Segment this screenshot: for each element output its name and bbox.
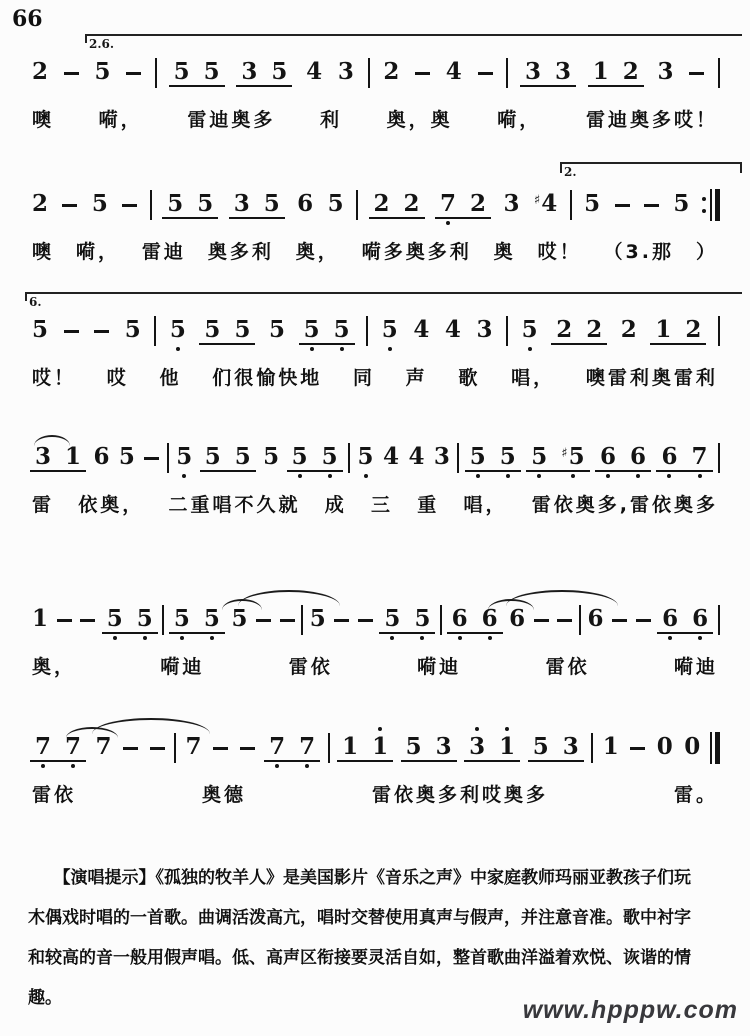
note: 7 <box>33 735 53 758</box>
beamed-note-pair <box>287 442 343 472</box>
note: 5 <box>172 607 192 630</box>
note: 5 <box>202 607 222 630</box>
lyric-group: 奥多利 <box>207 241 274 263</box>
lyric-group: 雷依 <box>288 656 333 678</box>
barline <box>154 316 156 346</box>
beamed-note-pair <box>656 442 712 472</box>
note: 5 <box>673 190 690 217</box>
lyric-group: 雷迪奥多 <box>187 109 276 131</box>
barline <box>718 605 720 635</box>
beamed-note-pair <box>169 604 225 634</box>
note: 5 <box>356 445 376 471</box>
lyric-group: 歌 <box>458 367 481 389</box>
note: 5 <box>269 316 286 343</box>
music-system-1 <box>30 50 720 132</box>
music-system-5 <box>30 597 720 679</box>
low-octave-dot <box>606 474 610 478</box>
note: 2 <box>32 190 49 217</box>
note: 7 <box>63 735 83 758</box>
barline <box>591 733 593 763</box>
volta-bracket-2-6 <box>85 34 742 51</box>
performance-tip <box>28 858 740 1018</box>
notation-line <box>30 597 720 643</box>
low-octave-dot <box>182 474 186 478</box>
lyric-group: 依奥， <box>78 494 145 516</box>
note: 2 <box>620 316 637 343</box>
lyric-group: （3.那 ） <box>603 241 718 263</box>
low-octave-dot <box>698 636 702 640</box>
duration-dash <box>256 619 271 622</box>
duration-dash <box>213 747 228 750</box>
barline <box>579 605 581 635</box>
lyrics-line <box>30 105 720 132</box>
note: 5 <box>405 732 422 760</box>
duration-dash <box>150 747 165 750</box>
low-octave-dot <box>298 474 302 478</box>
beamed-note-pair <box>447 604 503 634</box>
lyric-group: 奥， <box>295 241 340 263</box>
duration-dash <box>612 619 627 622</box>
low-octave-dot <box>340 347 344 351</box>
volta-label: 2.6. <box>89 37 115 51</box>
volta-bracket-2 <box>560 162 742 179</box>
duration-dash <box>615 204 630 207</box>
note: 5 <box>382 607 402 630</box>
beamed-note-pair <box>657 604 713 634</box>
duration-dash <box>280 619 295 622</box>
volta-bracket-6 <box>25 292 742 309</box>
beamed-note-pair <box>30 732 86 762</box>
low-octave-dot <box>668 636 672 640</box>
low-octave-dot <box>537 474 541 478</box>
note: 5 <box>412 607 432 630</box>
note: 3 <box>657 58 674 85</box>
note: 5 <box>520 318 540 344</box>
low-octave-dot <box>488 636 492 640</box>
tip-line: 木偶戏时唱的一首歌。曲调活泼高亢，唱时交替使用真声与假声，并注意音准。歌中衬字 <box>28 908 691 928</box>
lyric-group: 嗬多奥多利 <box>361 241 472 263</box>
barline <box>368 58 370 88</box>
low-octave-dot <box>506 474 510 478</box>
duration-dash <box>64 72 79 75</box>
low-octave-dot <box>446 221 450 225</box>
note: 5 <box>234 442 251 470</box>
note: 6 <box>297 190 314 217</box>
note: 5 <box>32 316 49 343</box>
note: 3 <box>467 735 487 758</box>
duration-dash <box>636 619 651 622</box>
lyric-group: 嗬迪 <box>417 656 462 678</box>
low-octave-dot <box>571 474 575 478</box>
high-octave-dot <box>475 727 479 731</box>
note: 7 <box>95 733 112 760</box>
lyric-group: 奥，奥 <box>386 109 453 131</box>
note: 5 <box>118 443 135 470</box>
note: 5 <box>204 442 221 470</box>
final-barline <box>710 732 720 764</box>
duration-dash <box>644 204 659 207</box>
barline <box>506 316 508 346</box>
duration-dash <box>80 619 95 622</box>
note: 5 <box>167 189 184 217</box>
beamed-note-pair <box>401 732 457 762</box>
note: 6 <box>660 607 680 630</box>
note: 5 <box>271 57 288 85</box>
note: 5 <box>327 190 344 217</box>
lyric-group: 噢 <box>32 109 55 131</box>
note: 5 <box>204 315 221 343</box>
beamed-note-pair <box>102 604 158 634</box>
note: 2 <box>32 58 49 85</box>
sharp-icon: ♯ <box>561 445 568 461</box>
lyric-group: 嗬， <box>497 109 542 131</box>
lyric-group: 奥德 <box>201 784 246 806</box>
duration-dash <box>62 204 77 207</box>
note: 5 <box>231 605 248 632</box>
lyric-group: 雷依 <box>545 656 590 678</box>
note: 4 <box>413 316 430 343</box>
barline <box>301 605 303 635</box>
duration-dash <box>689 72 704 75</box>
volta-label: 6. <box>29 295 42 309</box>
note: 5 <box>302 318 322 341</box>
lyric-group: 雷 <box>32 494 55 516</box>
beamed-note-pair <box>520 57 576 87</box>
barline <box>150 190 152 220</box>
lyric-group: 雷依奥多利哎奥多 <box>371 784 548 806</box>
beamed-note-pair <box>465 442 521 472</box>
note: 2 <box>556 315 573 343</box>
duration-dash <box>94 330 109 333</box>
beamed-note-pair <box>379 604 435 634</box>
note: 5 <box>173 57 190 85</box>
note: 6 <box>480 607 500 630</box>
note: 2 <box>469 189 486 217</box>
low-octave-dot <box>328 474 332 478</box>
beamed-note-pair <box>435 189 491 219</box>
low-octave-dot <box>305 764 309 768</box>
note: 5 <box>203 57 220 85</box>
barline <box>348 443 350 473</box>
lyric-group: 嗬， <box>75 241 120 263</box>
lyric-group: 三 <box>371 494 394 516</box>
barline <box>506 58 508 88</box>
note: 5 <box>263 189 280 217</box>
duration-dash <box>122 204 137 207</box>
duration-dash <box>478 72 493 75</box>
low-octave-dot <box>388 347 392 351</box>
lyric-group: 雷依奥多,雷依奥多 <box>531 494 718 516</box>
low-octave-dot <box>180 636 184 640</box>
note: 3 <box>562 732 579 760</box>
note: 5 <box>320 445 340 468</box>
lyric-group: 唱， <box>463 494 508 516</box>
watermark-url: www.hpppw.com <box>522 996 738 1024</box>
beamed-note-pair <box>162 189 218 219</box>
note: 5 <box>498 445 518 468</box>
note: 5 <box>91 190 108 217</box>
high-octave-dot <box>505 727 509 731</box>
note: 5 <box>529 445 549 468</box>
lyrics-line <box>30 237 720 264</box>
barline <box>718 58 720 88</box>
barline <box>718 443 720 473</box>
note: 5 <box>584 190 601 217</box>
note: 2 <box>622 57 639 85</box>
note: 5 <box>532 732 549 760</box>
note: 7 <box>185 733 202 760</box>
note: 5 <box>290 445 310 468</box>
note: 4 <box>306 58 323 85</box>
beamed-note-pair <box>369 189 425 219</box>
note: 1 <box>370 735 390 758</box>
music-system-4 <box>30 435 720 517</box>
note: 5 <box>105 607 125 630</box>
beamed-note-pair <box>229 189 285 219</box>
lyric-group: 哎！ <box>32 367 77 389</box>
note: 2 <box>373 189 390 217</box>
lyric-group: 重 <box>417 494 440 516</box>
notation-line <box>30 725 720 771</box>
lyric-group: 哎！ <box>537 241 582 263</box>
lyric-group: 利 <box>319 109 342 131</box>
tip-line: 趣。 <box>28 988 62 1008</box>
low-octave-dot <box>275 764 279 768</box>
note: 4 <box>444 316 461 343</box>
beamed-note-pair <box>264 732 320 762</box>
beamed-note-pair <box>650 315 706 345</box>
note: 6 <box>598 445 618 468</box>
note: 4 <box>382 443 399 470</box>
page-number: 66 <box>12 6 43 32</box>
barline <box>155 58 157 88</box>
low-octave-dot <box>210 636 214 640</box>
beamed-note-pair <box>299 315 355 345</box>
notation-line <box>30 435 720 481</box>
lyric-group: 噢 <box>32 241 55 263</box>
notation-line <box>30 308 720 354</box>
duration-dash <box>534 619 549 622</box>
lyrics-line <box>30 490 720 517</box>
low-octave-dot <box>420 636 424 640</box>
beamed-note-pair <box>169 57 225 87</box>
beamed-note-pair <box>200 442 256 472</box>
low-octave-dot <box>176 347 180 351</box>
lyrics-line <box>30 780 720 807</box>
barline <box>718 316 720 346</box>
note: 5 <box>135 607 155 630</box>
duration-dash <box>630 747 645 750</box>
volta-label: 2. <box>564 165 577 179</box>
lyric-group: 雷迪奥多哎！ <box>585 109 718 131</box>
note: 7 <box>690 445 710 468</box>
note: 1 <box>342 732 359 760</box>
barline <box>162 605 164 635</box>
lyric-group: 雷迪 <box>141 241 186 263</box>
note: 1 <box>655 315 672 343</box>
low-octave-dot <box>458 636 462 640</box>
barline <box>457 443 459 473</box>
low-octave-dot <box>71 764 75 768</box>
low-octave-dot <box>528 347 532 351</box>
note: 5 <box>309 605 326 632</box>
beamed-note-pair <box>464 732 520 762</box>
lyric-group: 嗬迪 <box>160 656 205 678</box>
note: 6 <box>509 605 526 632</box>
note: 2 <box>403 189 420 217</box>
note: 2 <box>586 315 603 343</box>
note: 0 <box>656 733 673 760</box>
beamed-note-pair <box>595 442 651 472</box>
note: 5 <box>168 318 188 344</box>
note: 3 <box>524 57 541 85</box>
music-system-2 <box>30 182 720 264</box>
note: 2 <box>685 315 702 343</box>
note: 0 <box>684 733 701 760</box>
note: ♯ 5 <box>559 445 586 468</box>
lyric-group: 唱， <box>511 367 556 389</box>
barline <box>356 190 358 220</box>
low-octave-dot <box>41 764 45 768</box>
barline <box>174 733 176 763</box>
note: 5 <box>332 318 352 341</box>
note: 2 <box>383 58 400 85</box>
barline <box>440 605 442 635</box>
note: 6 <box>450 607 470 630</box>
music-system-3 <box>30 308 720 390</box>
note: 1 <box>602 733 619 760</box>
note: 3 <box>433 443 450 470</box>
note: 5 <box>94 58 111 85</box>
low-octave-dot <box>310 347 314 351</box>
high-octave-dot <box>378 727 382 731</box>
lyric-group: 二重唱不久就 <box>168 494 301 516</box>
beamed-note-pair <box>526 442 589 472</box>
note: 5 <box>124 316 141 343</box>
note: 3 <box>337 58 354 85</box>
note: 5 <box>234 315 251 343</box>
beamed-note-pair <box>551 315 607 345</box>
duration-dash <box>358 619 373 622</box>
notation-line <box>30 182 720 228</box>
lyric-group: 雷依 <box>32 784 77 806</box>
note: 3 <box>233 189 250 217</box>
lyric-group: 嗬迪 <box>673 656 718 678</box>
note: 6 <box>659 445 679 468</box>
note: 1 <box>65 442 82 470</box>
barline <box>366 316 368 346</box>
note: 1 <box>592 57 609 85</box>
note: 5 <box>468 445 488 468</box>
low-octave-dot <box>476 474 480 478</box>
notation-line <box>30 50 720 96</box>
note: 4 <box>445 58 462 85</box>
low-octave-dot <box>390 636 394 640</box>
music-system-6 <box>30 725 720 807</box>
beamed-note-pair <box>236 57 292 87</box>
lyric-group: 奥， <box>32 656 77 678</box>
note: 5 <box>174 445 194 471</box>
duration-dash <box>126 72 141 75</box>
beamed-note-pair <box>337 732 393 762</box>
note: 1 <box>497 735 517 758</box>
lyric-group: 雷。 <box>673 784 718 806</box>
lyric-group: 声 <box>405 367 428 389</box>
low-octave-dot <box>636 474 640 478</box>
note: 3 <box>35 442 52 470</box>
tip-line: 【演唱提示】《孤独的牧羊人》是美国影片《音乐之声》中家庭教师玛丽亚教孩子们玩 <box>28 868 691 888</box>
duration-dash <box>240 747 255 750</box>
lyrics-line <box>30 363 720 390</box>
note: 7 <box>438 192 458 215</box>
note: 6 <box>587 605 604 632</box>
lyric-group: 同 <box>352 367 375 389</box>
note: 3 <box>476 316 493 343</box>
duration-dash <box>64 330 79 333</box>
low-octave-dot <box>143 636 147 640</box>
lyrics-line <box>30 652 720 679</box>
duration-dash <box>123 747 138 750</box>
lyric-group: 哎 <box>106 367 129 389</box>
note: 3 <box>435 732 452 760</box>
note: 6 <box>628 445 648 468</box>
duration-dash <box>334 619 349 622</box>
low-octave-dot <box>698 474 702 478</box>
note: ♯ 4 <box>533 190 558 217</box>
lyric-group: 噢雷利奥雷利 <box>585 367 718 389</box>
low-octave-dot <box>113 636 117 640</box>
note: 7 <box>297 735 317 758</box>
beamed-note-pair <box>528 732 584 762</box>
lyric-group: 们很愉快地 <box>212 367 323 389</box>
low-octave-dot <box>667 474 671 478</box>
note: 4 <box>408 443 425 470</box>
lyric-group: 奥 <box>493 241 516 263</box>
barline <box>328 733 330 763</box>
note: 1 <box>32 605 49 632</box>
beamed-note-pair <box>30 442 86 472</box>
barline <box>570 190 572 220</box>
tip-line: 和较高的音一般用假声唱。低、高声区衔接要灵活自如，整首歌曲洋溢着欢悦、诙谐的情 <box>28 948 691 968</box>
duration-dash <box>415 72 430 75</box>
lyric-group: 嗬， <box>98 109 143 131</box>
note: 6 <box>93 443 110 470</box>
note: 6 <box>690 607 710 630</box>
repeat-end-barline <box>702 189 720 221</box>
duration-dash <box>557 619 572 622</box>
lyric-group: 成 <box>324 494 347 516</box>
beamed-note-pair <box>199 315 255 345</box>
note: 7 <box>267 735 287 758</box>
duration-dash <box>57 619 72 622</box>
lyric-group: 他 <box>159 367 182 389</box>
note: 3 <box>554 57 571 85</box>
note: 3 <box>241 57 258 85</box>
note: 5 <box>380 318 400 344</box>
note: 5 <box>197 189 214 217</box>
beamed-note-pair <box>588 57 644 87</box>
barline <box>167 443 169 473</box>
duration-dash <box>144 457 159 460</box>
sharp-icon: ♯ <box>533 193 541 208</box>
note: 3 <box>503 190 520 217</box>
low-octave-dot <box>364 474 368 478</box>
note: 5 <box>263 443 280 470</box>
